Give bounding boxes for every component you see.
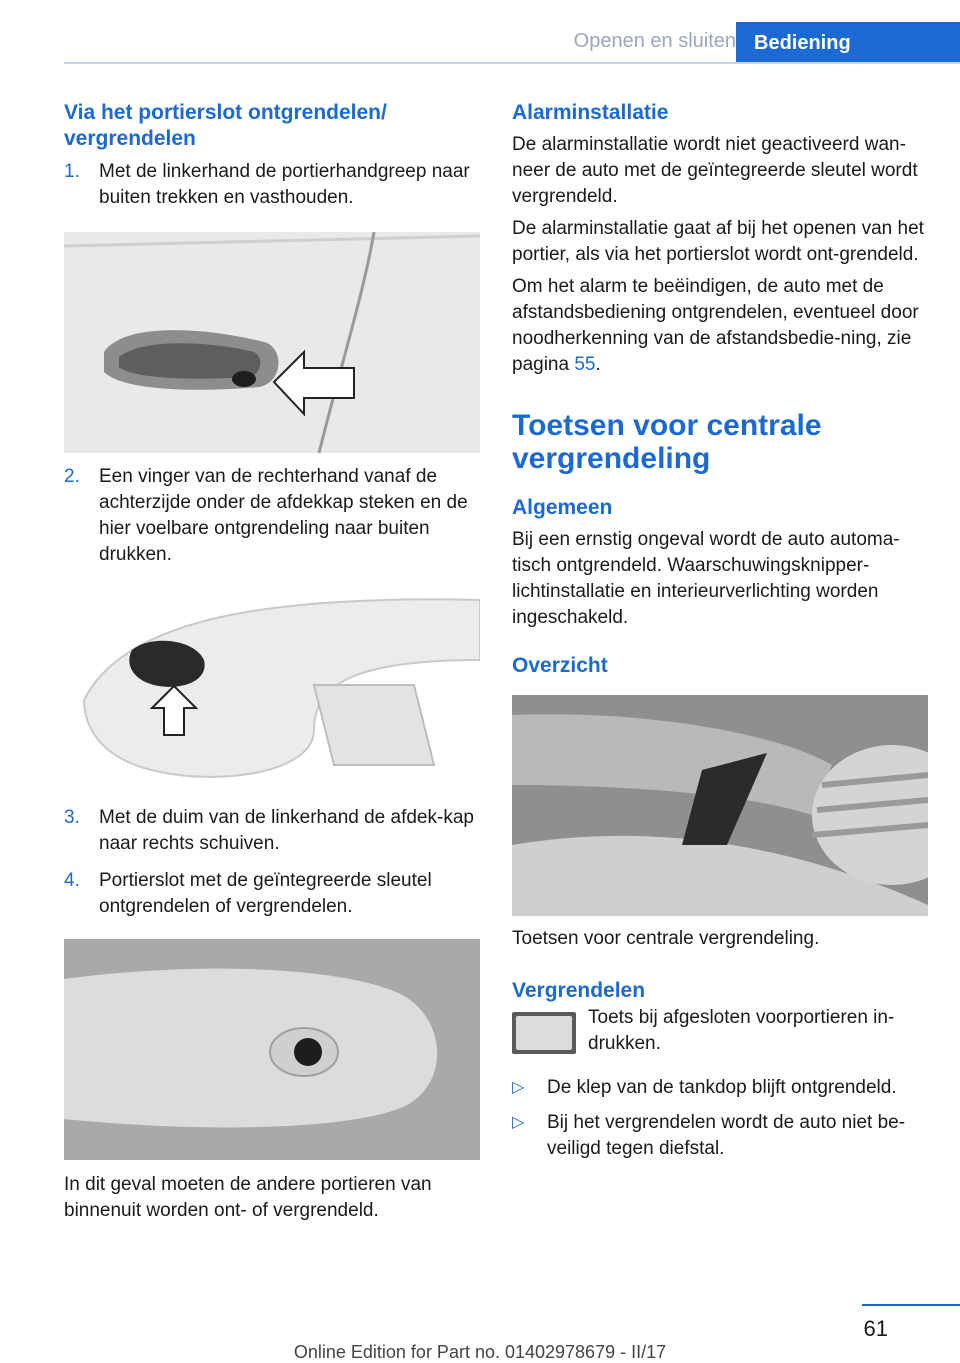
step-1	[64, 159, 480, 211]
lock-instruction	[512, 1005, 928, 1059]
lock-button-icon	[512, 1012, 576, 1054]
left-column	[64, 100, 480, 1224]
step-number: 2.	[64, 466, 80, 487]
alarm-period: .	[595, 354, 601, 375]
step-text: Met de linkerhand de portierhandgreep naar buiten trekken en vasthouden.	[99, 161, 470, 208]
alarm-paragraph-3	[512, 274, 928, 378]
portierslot-heading: Via het portierslot ontgrendelen/ vergrendelen	[64, 101, 387, 150]
chapter-tab[interactable]: Bediening	[736, 22, 960, 64]
edition-footer: Online Edition for Part no. 01402978679 - II/17	[293, 1342, 667, 1362]
bullet-text: De klep van de tankdop blijft ontgrendeld.	[547, 1077, 897, 1098]
section-title: Openen en sluiten	[573, 30, 736, 52]
overview-heading: Overzicht	[512, 654, 608, 677]
step-text: Met de duim van de linkerhand de afdek-kap naar rechts schuiven.	[99, 807, 474, 854]
door-lock-figure	[64, 939, 480, 1160]
header-rule	[64, 62, 960, 64]
triangle-icon: ▷	[512, 1079, 525, 1096]
step-number: 1.	[64, 161, 80, 182]
page-link[interactable]: 55	[574, 354, 596, 375]
general-heading: Algemeen	[512, 496, 613, 519]
step-3	[64, 805, 480, 857]
page-number-rule	[862, 1304, 960, 1306]
step-number: 4.	[64, 870, 80, 891]
triangle-icon: ▷	[512, 1114, 525, 1131]
step-2	[64, 464, 480, 568]
alarm-paragraph-2: De alarminstallatie gaat af bij het openen van het portier, als via het portierslot wordt ont-grendeld.	[512, 218, 924, 265]
closing-paragraph: In dit geval moeten de andere portieren van binnenuit worden ont- of vergrendeld.	[64, 1174, 432, 1221]
bullet-1	[512, 1075, 928, 1101]
general-paragraph: Bij een ernstig ongeval wordt de auto automa-tisch ontgrendeld. Waarschuwingsknipper-lichtinstallatie en interieurverlichting worden ingeschakeld.	[512, 529, 900, 628]
right-column	[512, 100, 928, 1162]
alarm-heading: Alarminstallatie	[512, 101, 669, 124]
step-number: 3.	[64, 807, 80, 828]
alarm-text: Om het alarm te beëindigen, de auto met de afstandsbediening ontgrendelen, eventueel door noodherkenning van de afstandsbedie-ning, zie pagina	[512, 276, 919, 375]
lock-heading: Vergrendelen	[512, 979, 646, 1002]
central-locking-heading: Toetsen voor centrale vergrendeling	[512, 409, 822, 475]
alarm-paragraph-1: De alarminstallatie wordt niet geactiveerd wan-neer de auto met de geïntegreerde sleutel wordt vergrendeld.	[512, 134, 918, 207]
step-4	[64, 868, 480, 920]
bullet-text: Bij het vergrendelen wordt de auto niet be-veiligd tegen diefstal.	[547, 1112, 906, 1159]
step-text: Portierslot met de geïntegreerde sleutel ontgrendelen of vergrendelen.	[99, 870, 432, 917]
door-handle-figure	[64, 232, 480, 453]
lock-text: Toets bij afgesloten voorportieren in-drukken.	[588, 1007, 895, 1054]
bullet-2	[512, 1110, 928, 1162]
page-number: 61	[863, 1316, 888, 1341]
overview-caption: Toetsen voor centrale vergrendeling.	[512, 928, 820, 949]
cover-cap-figure	[64, 590, 480, 795]
dashboard-buttons-figure	[512, 695, 928, 916]
step-text: Een vinger van de rechterhand vanaf de achterzijde onder de afdekkap steken en de hier voelbare ontgrendeling naar buiten drukken.	[99, 466, 468, 565]
